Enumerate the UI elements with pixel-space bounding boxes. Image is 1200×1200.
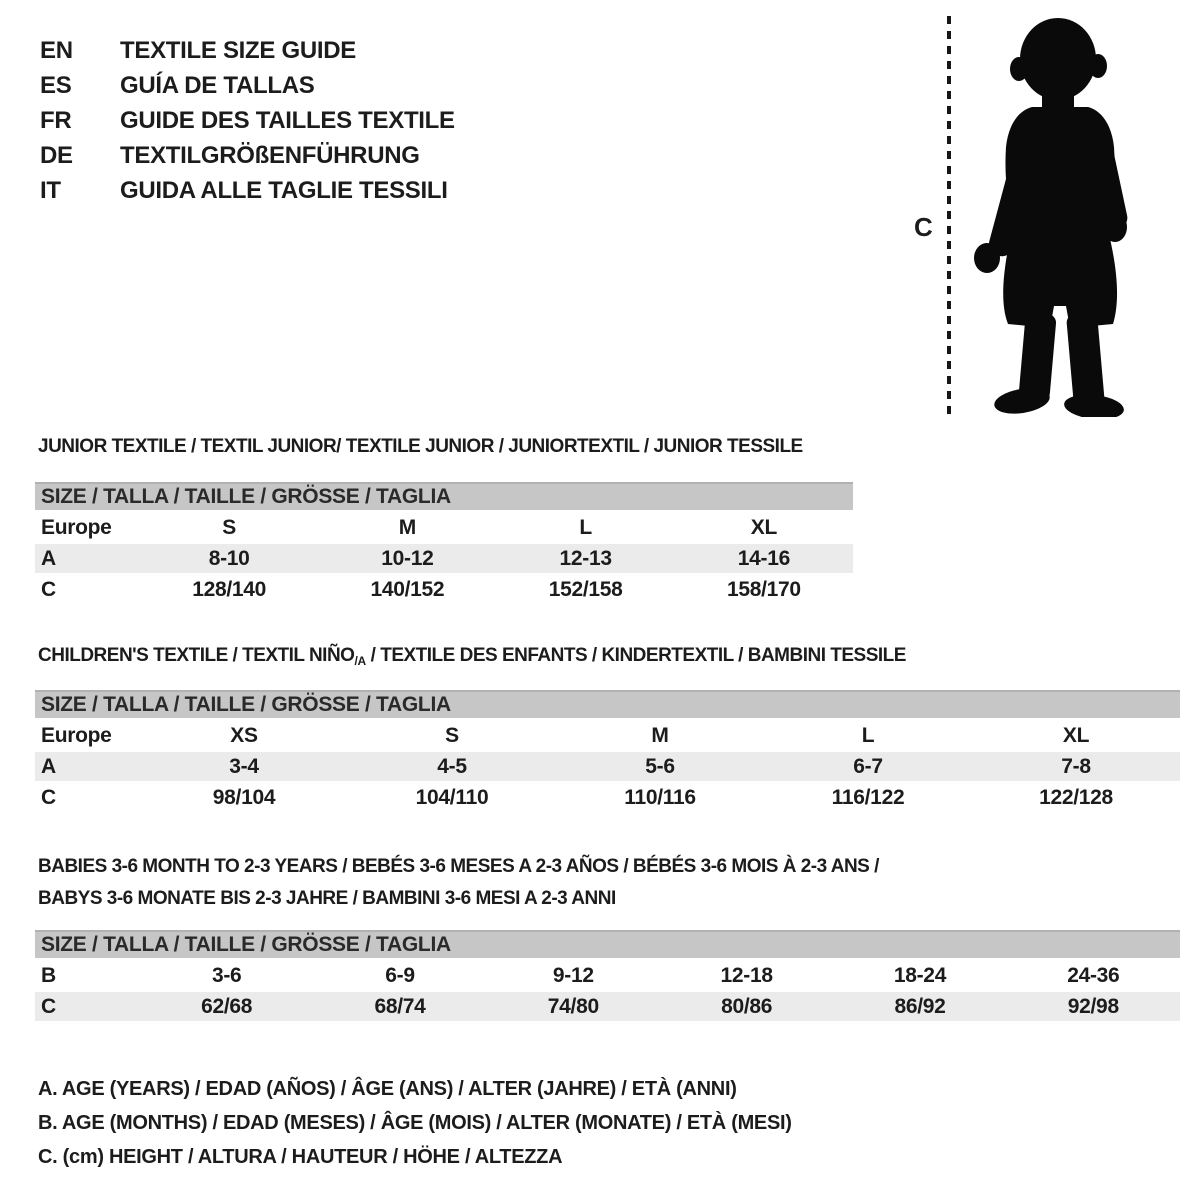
table-cell: 4-5: [437, 754, 467, 778]
language-row-de: [40, 138, 455, 173]
language-title-block: [40, 33, 455, 208]
babies-size-table: [35, 930, 1180, 1023]
table-cell: 3-6: [211, 963, 242, 987]
table-cell: 8-10: [208, 546, 250, 570]
table-row-months: [35, 961, 1180, 990]
junior-size-table: [35, 482, 853, 606]
height-measure-label: C: [914, 212, 933, 242]
language-code: EN: [40, 36, 73, 64]
language-code: ES: [40, 71, 72, 99]
children-title-part2: / TEXTILE DES ENFANTS / KINDERTEXTIL / BAMBINI TESSILE: [365, 645, 906, 666]
table-row-height: [35, 992, 1180, 1021]
table-cell: 116/122: [831, 785, 905, 809]
table-cell: XL: [1062, 723, 1090, 747]
row-label: Europe: [41, 723, 112, 747]
table-cell: XS: [230, 723, 258, 747]
table-cell: 98/104: [212, 785, 276, 809]
table-cell: 5-6: [645, 754, 675, 778]
guide-title-en: TEXTILE SIZE GUIDE: [120, 36, 356, 64]
table-cell: M: [398, 515, 416, 539]
table-cell: L: [579, 515, 592, 539]
language-row-fr: [40, 103, 455, 138]
table-cell: 10-12: [381, 546, 434, 570]
table-cell: S: [445, 723, 459, 747]
right-leg: [1066, 312, 1105, 408]
guide-title-es: GUÍA DE TALLAS: [120, 71, 315, 99]
height-measure-dashed-line: [947, 16, 951, 416]
table-cell: 86/92: [894, 994, 946, 1018]
legend-line-age-months: B. AGE (MONTHS) / EDAD (MESES) / ÂGE (MOIS) / ALTER (MONATE) / ETÀ (MESI): [38, 1111, 792, 1134]
legend-line-age-years: A. AGE (YEARS) / EDAD (AÑOS) / ÂGE (ANS) / ALTER (JAHRE) / ETÀ (ANNI): [38, 1077, 737, 1100]
language-row-en: [40, 33, 455, 68]
language-code: FR: [40, 106, 72, 134]
table-cell: 24-36: [1067, 963, 1120, 987]
table-cell: 62/68: [201, 994, 253, 1018]
table-cell: 68/74: [374, 994, 426, 1018]
table-row-europe: [35, 513, 853, 542]
table-cell: 80/86: [721, 994, 773, 1018]
guide-title-fr: GUIDE DES TAILLES TEXTILE: [120, 106, 455, 134]
row-label: B: [41, 963, 56, 987]
table-cell: 12-13: [559, 546, 612, 570]
legend-line-height-cm: C. (cm) HEIGHT / ALTURA / HAUTEUR / HÖHE / ALTEZZA: [38, 1145, 563, 1168]
children-title-part1: CHILDREN'S TEXTILE / TEXTIL NIÑO: [38, 645, 355, 666]
babies-section-title-line1: BABIES 3-6 MONTH TO 2-3 YEARS / BEBÉS 3-6 MESES A 2-3 AÑOS / BÉBÉS 3-6 MOIS À 2-3 ANS /: [38, 856, 879, 877]
junior-section-title: JUNIOR TEXTILE / TEXTIL JUNIOR/ TEXTILE JUNIOR / JUNIORTEXTIL / JUNIOR TESSILE: [38, 436, 803, 457]
table-cell: XL: [750, 515, 777, 539]
language-row-es: [40, 68, 455, 103]
row-label: C: [41, 577, 56, 601]
table-cell: 152/158: [548, 577, 623, 601]
babies-section-title-line2: BABYS 3-6 MONATE BIS 2-3 JAHRE / BAMBINI 3-6 MESI A 2-3 ANNI: [38, 888, 616, 909]
row-label: A: [41, 754, 56, 778]
table-cell: 158/170: [726, 577, 801, 601]
table-cell: 18-24: [893, 963, 947, 987]
right-foot: [1063, 392, 1125, 417]
left-ear-icon: [1010, 57, 1028, 81]
children-section-title: [38, 645, 906, 668]
table-cell: S: [222, 515, 236, 539]
legend-block: [38, 1072, 792, 1174]
table-cell: 122/128: [1039, 785, 1113, 809]
guide-title-de: TEXTILGRÖßENFÜHRUNG: [120, 141, 420, 169]
table-row-height: [35, 575, 853, 604]
size-header-bar: SIZE / TALLA / TAILLE / GRÖSSE / TAGLIA: [35, 482, 853, 510]
language-code: DE: [40, 141, 73, 169]
table-cell: L: [861, 723, 875, 747]
right-hand: [1103, 212, 1127, 242]
language-code: IT: [40, 176, 61, 204]
table-cell: 128/140: [192, 577, 267, 601]
table-cell: 140/152: [370, 577, 445, 601]
table-cell: 9-12: [552, 963, 594, 987]
table-cell: M: [651, 723, 669, 747]
children-title-subscript: /A: [354, 654, 366, 668]
left-hand: [974, 243, 1000, 273]
right-ear-icon: [1089, 54, 1107, 78]
table-cell: 3-4: [229, 754, 259, 778]
row-label: C: [41, 785, 56, 809]
row-label: Europe: [41, 515, 112, 539]
toddler-silhouette-image: [962, 15, 1140, 417]
language-row-it: [40, 173, 455, 208]
table-cell: 92/98: [1067, 994, 1119, 1018]
row-label: C: [41, 994, 56, 1018]
size-header-bar: SIZE / TALLA / TAILLE / GRÖSSE / TAGLIA: [35, 930, 1180, 958]
table-row-age: [35, 752, 1180, 781]
table-cell: 6-9: [385, 963, 415, 987]
table-row-age: [35, 544, 853, 573]
guide-title-it: GUIDA ALLE TAGLIE TESSILI: [120, 176, 448, 204]
row-label: A: [41, 546, 56, 570]
table-cell: 7-8: [1061, 754, 1091, 778]
table-cell: 110/116: [624, 785, 696, 809]
table-cell: 74/80: [547, 994, 599, 1018]
table-row-europe: [35, 721, 1180, 750]
size-header-bar: SIZE / TALLA / TAILLE / GRÖSSE / TAGLIA: [35, 690, 1180, 718]
table-cell: 14-16: [737, 546, 790, 570]
table-cell: 6-7: [853, 754, 883, 778]
table-cell: 12-18: [720, 963, 773, 987]
table-row-height: [35, 783, 1180, 812]
children-size-table: [35, 690, 1180, 814]
table-cell: 104/110: [415, 785, 489, 809]
